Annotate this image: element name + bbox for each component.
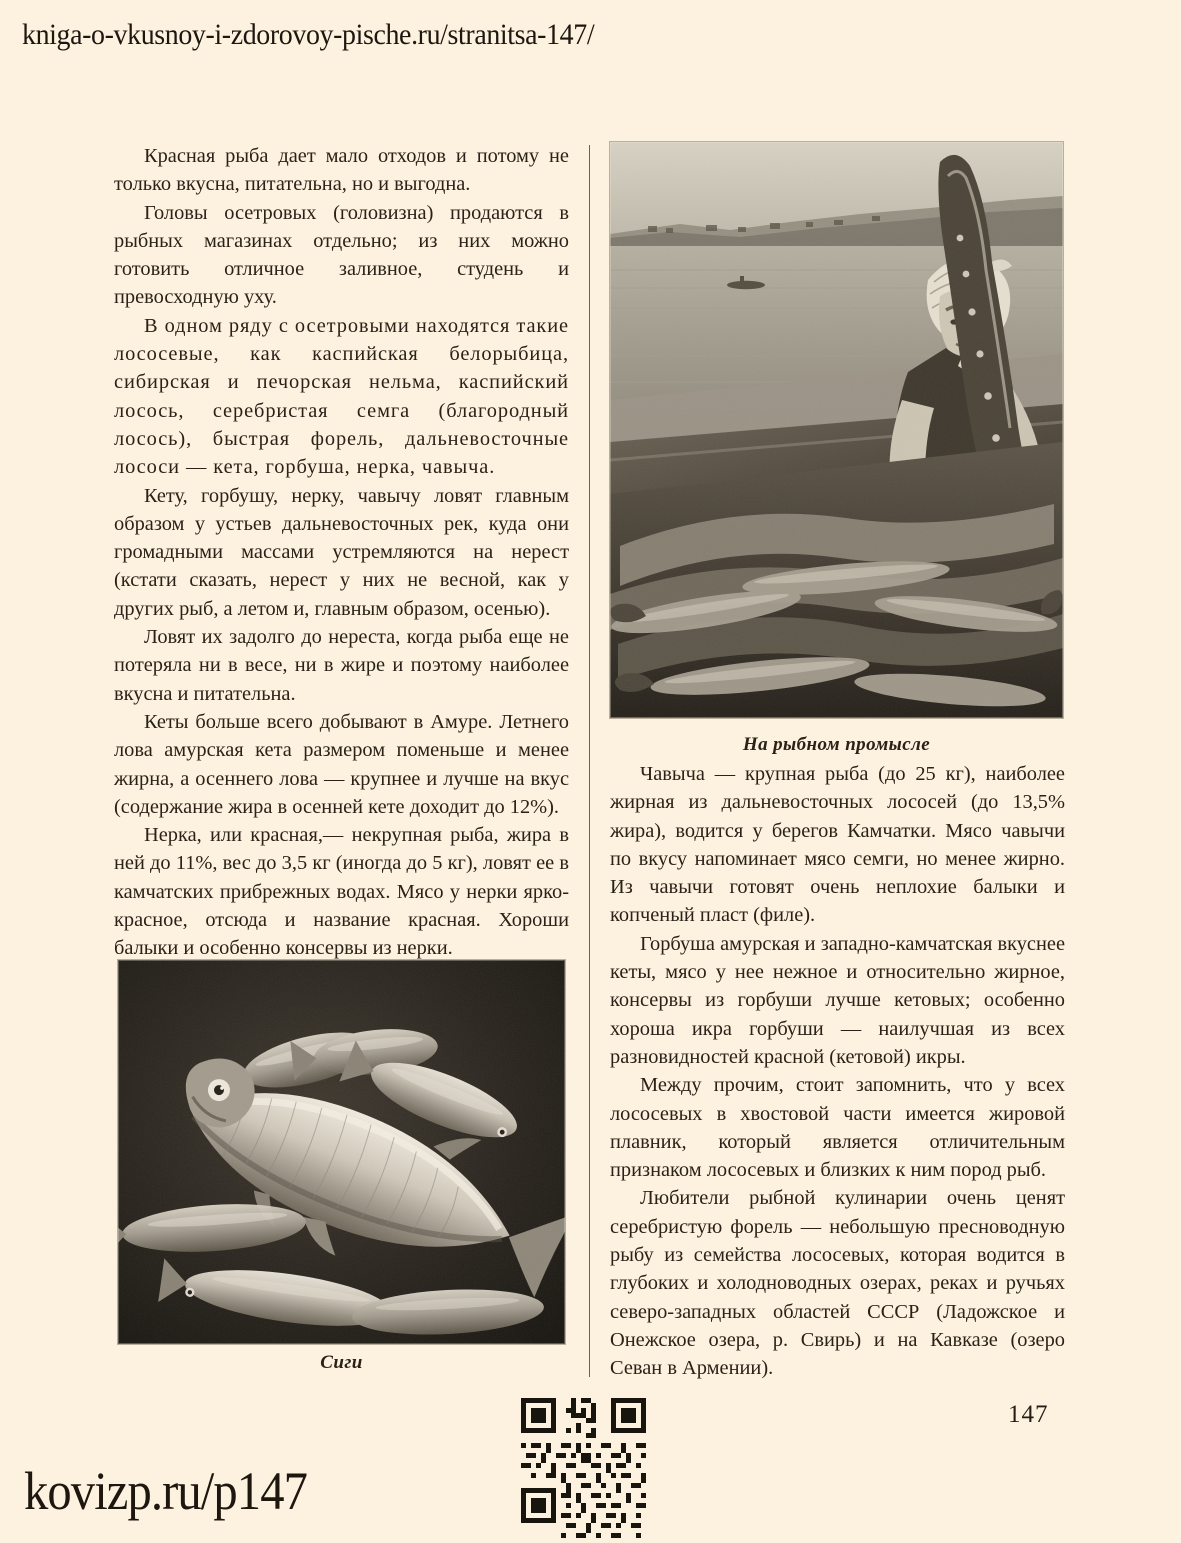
photo-whitefish: [118, 960, 565, 1344]
qr-code[interactable]: [516, 1398, 661, 1543]
source-url-watermark: kniga-o-vkusnoy-i-zdorovoy-pische.ru/stranitsa-147/: [22, 18, 595, 51]
left-text-column: [114, 142, 569, 963]
photo-fishery: [610, 142, 1063, 718]
figure-caption-whitefish: Сиги: [320, 1352, 363, 1373]
paragraph: Нерка, или красная,— некрупная рыба, жира в ней до 11%, вес до 3,5 кг (иногда до 5 кг), ловят ее в камчатских прибрежных водах. Мясо у нерки ярко-красное, отсюда и название красная. Хороши балыки и особенно консервы из нерки.: [114, 824, 569, 960]
paragraph: Горбуша амурская и западно-камчатская вкуснее кеты, мясо у нее нежное и относительно жирное, консервы из горбуши лучше кетовых; особенно хороша икра горбуши — наилучшая из всех разновидностей красной (кетовой) икры.: [610, 932, 1065, 1068]
paragraph: Красная рыба дает мало отходов и потому не только вкусна, питательна, но и выгодна.: [114, 145, 569, 196]
paragraph: Между прочим, стоит запомнить, что у всех лососевых в хвостовой части имеется жировой плавник, который является отличительным признаком лососевых и близких к ним пород рыб.: [610, 1074, 1065, 1182]
figure-caption-fishery: На рыбном промысле: [742, 734, 931, 755]
paragraph: Головы осетровых (головизна) продаются в рыбных магазинах отдельно; из них можно готовить отличное заливное, студень и превосходную уху.: [114, 201, 569, 309]
paragraph: В одном ряду с осетровыми находятся такие лососевые, как каспийская белорыбица, сибирская и печорская нельма, каспийский лосось, серебристая семга (благородный лосось), быстрая форель, дальневосточные лососи — кета, горбуша, нерка, чавыча.: [114, 314, 569, 479]
page-number: 147: [1008, 1401, 1049, 1428]
paragraph: Любители рыбной кулинарии очень ценят серебристую форель — небольшую пресноводную рыбу из семейства лососевых, которая водится в глубоких и холодноводных озерах, реках и ручьях северо-западных областей СССР (Ладожское и Онежское озера, р. Свирь) и на Кавказе (озеро Севан в Армении).: [610, 1187, 1065, 1380]
column-divider-rule: [589, 145, 590, 1377]
paragraph: Кеты больше всего добывают в Амуре. Летнего лова амурская кета размером поменьше и менее жирна, а осеннего лова — крупнее и лучше на вкус (содержание жира в осенней кете доходит до 12%).: [114, 710, 569, 818]
paragraph: Чавыча — крупная рыба (до 25 кг), наиболее жирная из дальневосточных лососей (до 13,5% жира), водится у берегов Камчатки. Мясо чавычи по вкусу напоминает мясо семги, но менее жирно. Из чавычи готовят очень неплохие балыки и копченый пласт (филе).: [610, 763, 1065, 927]
paragraph: Ловят их задолго до нереста, когда рыба еще не потеряла ни в весе, ни в жире и поэтому наиболее вкусна и питательна.: [114, 626, 569, 705]
right-text-column: [610, 760, 1065, 1383]
paragraph: Кету, горбушу, нерку, чавычу ловят главным образом у устьев дальневосточных рек, куда они громадными массами устремляются на нерест (кстати сказать, нерест у них не весной, как у других рыб, а летом и, главным образом, осенью).: [114, 484, 569, 620]
short-url-watermark: kovizp.ru/p147: [24, 1461, 308, 1521]
